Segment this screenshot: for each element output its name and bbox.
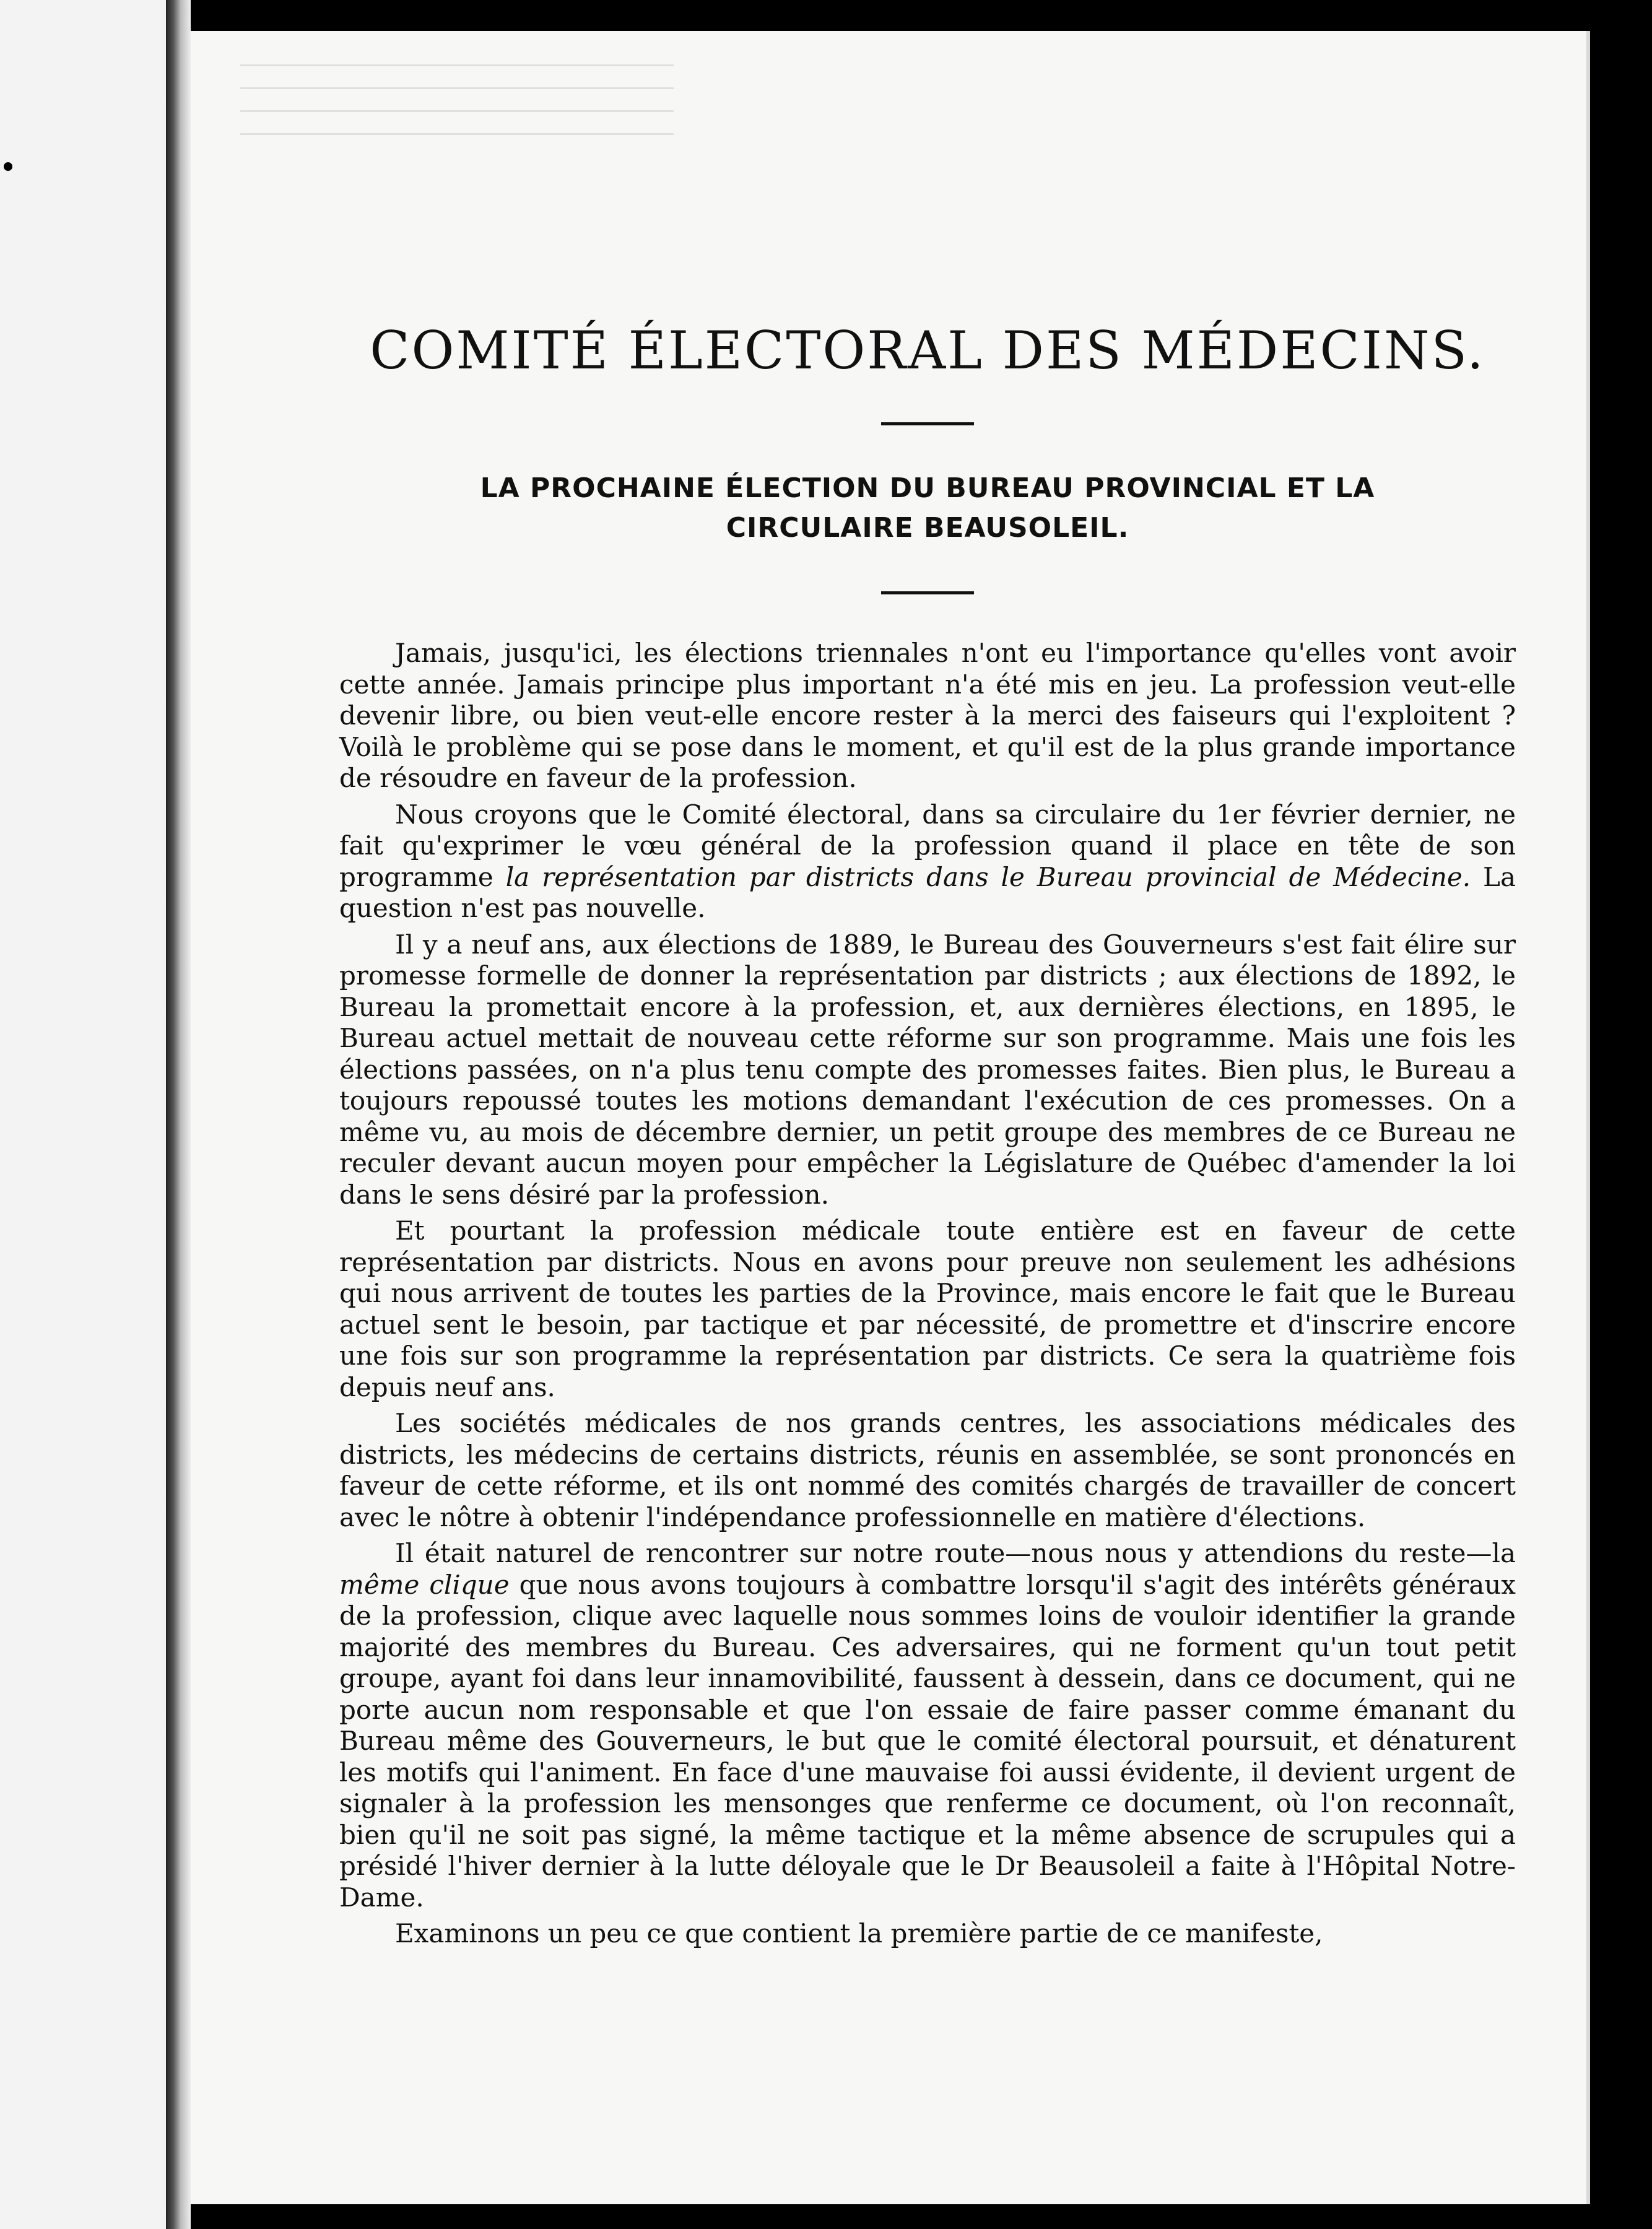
paragraph-2-text-a: Nous croyons que le Comité électoral, dans sa circulaire du 1er février dernier, ne fait qu'exprimer le vœu général de la profession quand il place en tête de son programme [339,799,1516,892]
bleed-through-marks [240,43,674,142]
paragraph-7: Examinons un peu ce que contient la première partie de ce manifeste, [395,1918,1323,1949]
title-divider [881,422,974,425]
paragraph-6 [339,1538,1516,1913]
paragraph-4: Et pourtant la profession médicale toute entière est en faveur de cette représentation par districts. Nous en avons pour preuve non seulement les adhésions qui nous arrivent de toutes les parties de la Province, mais encore le fait que le Bureau actuel sent le besoin, par tactique et par nécessité, de promettre et d'inscrire encore une fois sur son programme la représentation par districts. Ce sera la quatrième fois depuis neuf ans. [339,1215,1516,1402]
paragraph-6-text-a: Il était naturel de rencontrer sur notre route—nous nous y attendions du reste—la [395,1538,1516,1569]
page-subtitle: LA PROCHAINE ÉLECTION DU BUREAU PROVINCIAL ET LA CIRCULAIRE BEAUSOLEIL. [480,472,1375,544]
document-body [339,322,1516,1950]
page-title: COMITÉ ÉLECTORAL DES MÉDECINS. [370,320,1485,381]
paragraph-1: Jamais, jusqu'ici, les élections triennales n'ont eu l'importance qu'elles vont avoir cette année. Jamais principe plus important n'a été mis en jeu. La profession veut-elle devenir libre, ou bien veut-elle encore rester à la merci des faiseurs qui l'exploitent ? Voilà le problème qui se pose dans le moment, et qu'il est de la plus grande importance de résoudre en faveur de la profession. [339,638,1516,794]
page-mark [4,162,12,171]
subtitle-divider [881,591,974,594]
paragraph-3: Il y a neuf ans, aux élections de 1889, le Bureau des Gouverneurs s'est fait élire sur promesse formelle de donner la représentation par districts ; aux élections de 1892, le Bureau la promettait encore à la profession, et, aux dernières élections, en 1895, le Bureau actuel mettait de nouveau cette réforme sur son programme. Mais une fois les élections passées, on n'a plus tenu compte des promesses faites. Bien plus, le Bureau a toujours repoussé toutes les motions demandant l'exécution de ces promesses. On a même vu, au mois de décembre dernier, un petit groupe des membres de ce Bureau ne reculer devant aucun moyen pour empêcher la Législature de Québec d'amender la loi dans le sens désiré par la profession. [339,929,1516,1210]
binding-edge [166,0,191,2229]
paragraph-6-emphasis: même clique [339,1569,510,1600]
paragraph-5: Les sociétés médicales de nos grands centres, les associations médicales des districts, les médecins de certains districts, réunis en assemblée, se sont prononcés en faveur de cette réforme, et ils ont nommé des comités chargés de travailler de concert avec le nôtre à obtenir l'indépendance professionnelle en matière d'élections. [339,1408,1516,1532]
paragraph-2-text-b: La question n'est pas nouvelle. [339,861,1516,924]
paragraph-2 [339,799,1516,924]
adjacent-page [0,0,186,2229]
paragraph-2-emphasis: la représentation par districts dans le Bureau provincial de Médecine. [505,861,1471,892]
paragraph-6-text-b: que nous avons toujours à combattre lorsqu'il s'agit des intérêts généraux de la profession, clique avec laquelle nous sommes loins de vouloir identifier la grande majorité des membres du Bureau. Ces adversaires, qui ne forment qu'un tout petit groupe, ayant foi dans leur innamovibilité, faussent à dessein, dans ce document, qui ne porte aucun nom responsable et que l'on essaie de faire passer comme émanant du Bureau même des Gouverneurs, le but que le comité électoral poursuit, et dénaturent les motifs qui l'animent. En face d'une mauvaise foi aussi évidente, il devient urgent de signaler à la profession les mensonges que renferme ce document, où l'on reconnaît, bien qu'il ne soit pas signé, la même tactique et la même absence de scrupules qui a présidé l'hiver dernier à la lutte déloyale que le Dr Beausoleil a faite à l'Hôpital Notre-Dame. [339,1569,1516,1913]
document-page [191,31,1590,2204]
